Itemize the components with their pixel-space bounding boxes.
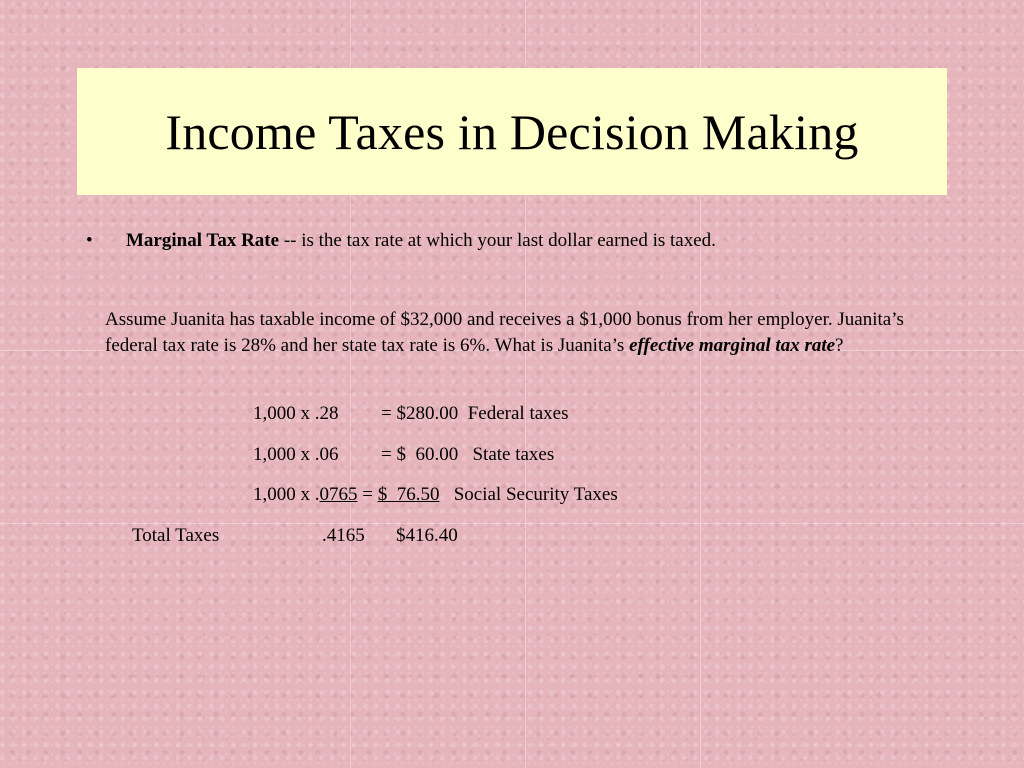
calc-label: Social Security Taxes xyxy=(453,484,618,505)
calc-row-state xyxy=(253,444,554,466)
bullet-definition: -- is the tax rate at which your last dollar earned is taxed. xyxy=(279,230,716,251)
bullet-marginal-tax-rate xyxy=(86,230,716,252)
calc-expression: 1,000 x .06 xyxy=(253,444,339,465)
calc-result: = $ 60.00 xyxy=(381,444,459,465)
calc-label: Federal taxes xyxy=(467,403,569,424)
calc-expression: 1,000 x . xyxy=(253,484,320,505)
calc-rate-underlined: 0765 xyxy=(319,484,358,505)
bullet-term: Marginal Tax Rate xyxy=(126,230,280,251)
calc-amount-underlined: $ 76.50 xyxy=(377,484,440,505)
calc-row-federal xyxy=(253,403,568,425)
total-amount: $416.40 xyxy=(396,525,458,546)
paragraph-question-mark: ? xyxy=(835,335,844,356)
title-box xyxy=(77,68,947,195)
total-row xyxy=(132,525,458,547)
calc-expression: 1,000 x .28 xyxy=(253,403,339,424)
bullet-marker: • xyxy=(86,230,93,251)
paragraph-text: Assume Juanita has taxable income of $32,000 and receives a $1,000 bonus from her employer. Juanita’s federal tax rate is 28% and her state tax rate is 6%. What is Juanita’s xyxy=(105,309,904,356)
texture-seam xyxy=(0,523,1024,524)
problem-paragraph xyxy=(105,307,905,359)
calc-result: = $280.00 xyxy=(381,403,459,424)
calc-equals: = xyxy=(362,484,378,505)
paragraph-emphasis: effective marginal tax rate xyxy=(629,335,836,356)
total-rate: .4165 xyxy=(322,525,365,546)
total-label: Total Taxes xyxy=(132,525,220,546)
calc-row-social-security xyxy=(253,484,618,506)
slide-title: Income Taxes in Decision Making xyxy=(165,103,859,160)
calc-label: State taxes xyxy=(472,444,555,465)
